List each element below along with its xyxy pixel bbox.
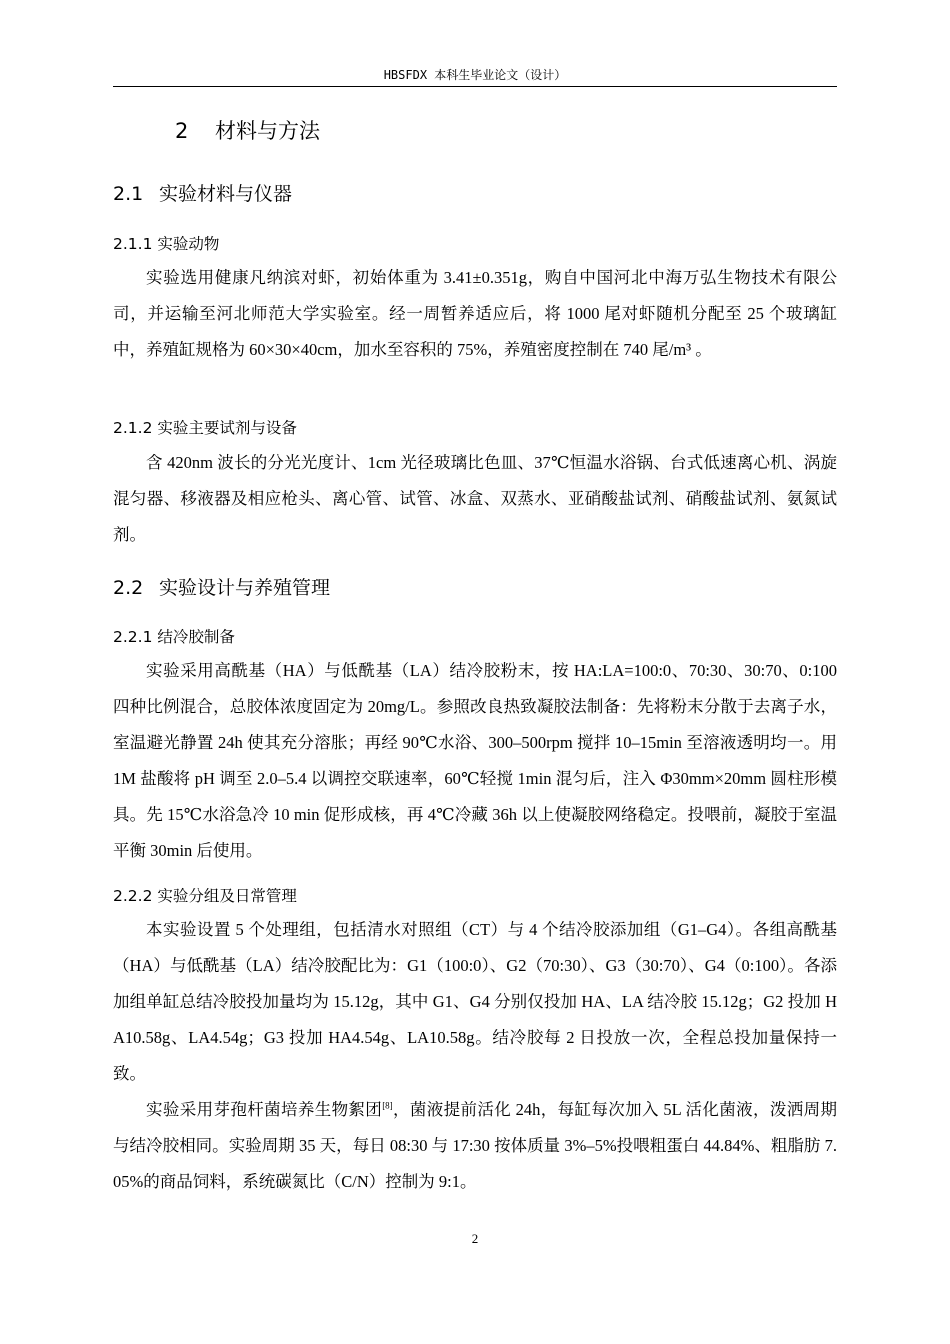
paragraph-2-1-1: 实验选用健康凡纳滨对虾，初始体重为 3.41±0.351g，购自中国河北中海万弘生物技术有限公司，并运输至河北师范大学实验室。经一周暂养适应后，将 1000 尾对虾随机分配至 25 个玻璃缸中，养殖缸规格为 60×30×40cm，加水至容积的 75%，养殖密度控制在 740 尾/m³ 。 xyxy=(113,268,837,359)
paragraph-2-1-2: 含 420nm 波长的分光光度计、1cm 光径玻璃比色皿、37℃恒温水浴锅、台式低速离心机、涡旋混匀器、移液器及相应枪头、离心管、试管、冰盒、双蒸水、亚硝酸盐试剂、硝酸盐试剂、氨氮试剂。 xyxy=(113,453,837,544)
paragraph-text: 实验采用芽孢杆菌培养生物絮团 xyxy=(146,1100,383,1119)
subsection-heading-2-1-2: 2.1.2 实验主要试剂与设备 xyxy=(113,419,297,437)
page-number: 2 xyxy=(471,1231,479,1246)
section-number: 2.2 xyxy=(113,577,144,599)
section-heading-2-2 xyxy=(113,574,330,602)
paragraph-2-2-1: 实验采用高酰基（HA）与低酰基（LA）结冷胶粉末，按 HA:LA=100:0、70:30、30:70、0:100 四种比例混合，总胶体浓度固定为 20mg/L。参照改良热致凝胶法制备：先将粉末分散于去离子水，室温避光静置 24h 使其充分溶胀；再经 90℃水浴、300–500rpm 搅拌 10–15min 至溶液透明均一。用 1M 盐酸将 pH 调至 2.0–5.4 以调控交联速率，60℃轻搅 1min 混匀后，注入 Φ30mm×20mm 圆柱形模具。先 15℃水浴急冷 10 min 促形成核，再 4℃冷藏 36h 以上使凝胶网络稳定。投喂前，凝胶于室温平衡 30min 后使用。 xyxy=(113,661,837,860)
section-number: 2.1 xyxy=(113,183,144,205)
chapter-heading xyxy=(175,116,320,146)
section-heading-2-1 xyxy=(113,180,292,208)
running-header: HBSFDX 本科生毕业论文（设计） xyxy=(383,68,567,82)
subsection-heading-2-1-1: 2.1.1 实验动物 xyxy=(113,235,220,253)
chapter-title: 材料与方法 xyxy=(215,119,320,143)
section-title: 实验材料与仪器 xyxy=(159,183,293,205)
subsection-heading-2-2-2: 2.2.2 实验分组及日常管理 xyxy=(113,887,297,905)
chapter-number: 2 xyxy=(175,119,189,143)
subsection-heading-2-2-1: 2.2.1 结冷胶制备 xyxy=(113,628,235,646)
section-title: 实验设计与养殖管理 xyxy=(159,577,331,599)
paragraph-2-2-2: 本实验设置 5 个处理组，包括清水对照组（CT）与 4 个结冷胶添加组（G1–G4）。各组高酰基（HA）与低酰基（LA）结冷胶配比为：G1（100:0）、G2（70:30）、G3（30:70）、G4（0:100）。各添加组单缸总结冷胶投加量均为 15.12g，其中 G1、G4 分别仅投加 HA、LA 结冷胶 15.12g；G2 投加 HA10.58g、LA4.54g；G3 投加 HA4.54g、LA10.58g。结冷胶每 2 日投放一次，全程总投加量保持一致。 xyxy=(113,920,837,1083)
paragraph-text: ，菌液提前活化 24h，每缸每次加入 5L 活化菌液，泼洒周期与结冷胶相同。实验周期 35 天，每日 08:30 与 17:30 按体质量 3%–5%投喂粗蛋白 44.84%、粗脂肪 7.05%的商品饲料，系统碳氮比（C/N）控制为 9:1。 xyxy=(113,1100,838,1191)
citation-ref[interactable]: [8] xyxy=(382,1100,393,1111)
paragraph-2-2-2-cont xyxy=(113,1092,837,1200)
header-rule xyxy=(113,86,837,87)
